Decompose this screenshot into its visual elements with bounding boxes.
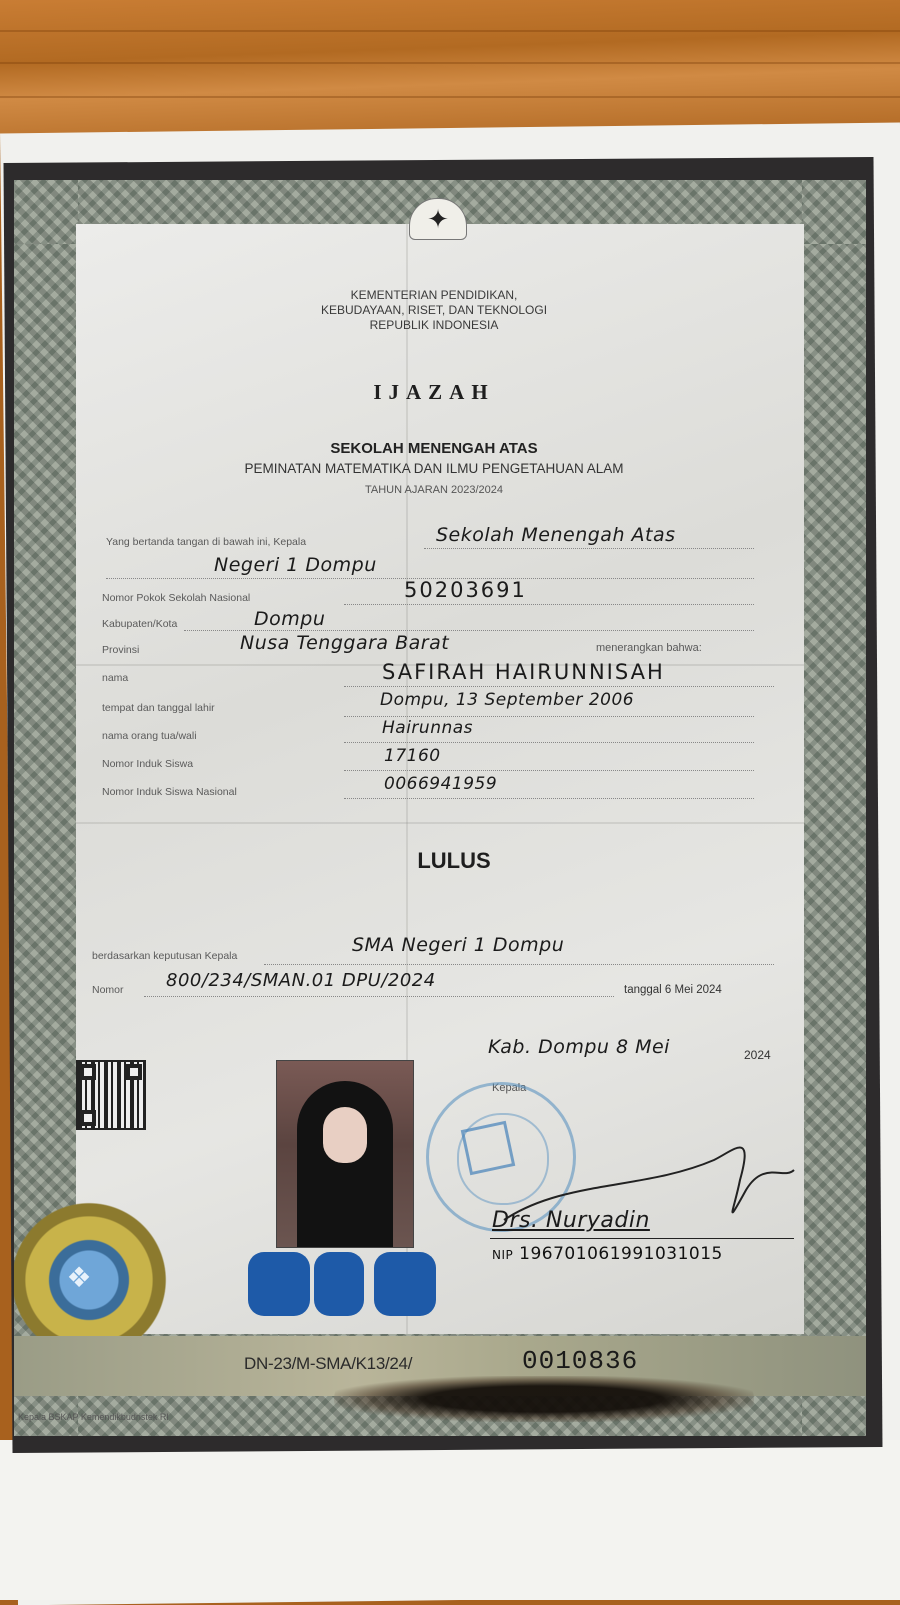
serial-number: 0010836	[522, 1346, 639, 1376]
paper-crease	[76, 822, 804, 824]
dotted-line	[344, 716, 754, 717]
dotted-line	[344, 798, 754, 799]
dotted-line	[344, 742, 754, 743]
signature-place-date: Kab. Dompu 8 Mei	[488, 1036, 670, 1058]
school-name-line2: Negeri 1 Dompu	[214, 554, 377, 576]
signatory-name: Drs. Nuryadin	[492, 1208, 650, 1233]
qr-code	[76, 1060, 146, 1130]
berdasarkan-label: berdasarkan keputusan Kepala	[92, 950, 238, 962]
document-title: IJAZAH	[373, 380, 495, 404]
tanggal-label: tanggal 6 Mei 2024	[624, 984, 722, 996]
ministry-line: KEBUDAYAAN, RISET, DAN TEKNOLOGI	[320, 303, 548, 317]
intro-label: Yang bertanda tangan di bawah ini, Kepala	[106, 536, 307, 548]
tut-wuri-handayani-icon: ❖	[66, 1262, 92, 1293]
nisn-value: 0066941959	[384, 774, 498, 794]
dotted-line	[344, 604, 754, 605]
kabupaten-label: Kabupaten/Kota	[102, 618, 178, 630]
ortu-label: nama orang tua/wali	[102, 730, 197, 742]
dotted-line	[424, 548, 754, 549]
ink-smudge	[248, 1252, 310, 1316]
nisn-label: Nomor Induk Siswa Nasional	[102, 786, 237, 798]
ortu-value: Hairunnas	[382, 718, 474, 738]
nip-value: 196701061991031015	[519, 1244, 723, 1264]
nip	[492, 1244, 723, 1264]
nip-label: NIP	[492, 1248, 514, 1262]
dotted-line	[264, 964, 774, 965]
nis-value: 17160	[384, 746, 441, 766]
ministry-header	[214, 288, 654, 333]
nama-label: nama	[102, 672, 129, 684]
kepala-label: Kepala	[492, 1082, 527, 1094]
nama-value: SAFIRAH HAIRUNNISAH	[382, 660, 665, 684]
kabupaten-value: Dompu	[254, 608, 326, 630]
footer-text: Kepala BSKAP Kemendikbudristek RI	[18, 1412, 169, 1422]
provinsi-label: Provinsi	[102, 644, 140, 656]
school-name-line1: Sekolah Menengah Atas	[436, 524, 676, 546]
paper-sheet-bottom	[0, 1440, 900, 1600]
berdasarkan-value: SMA Negeri 1 Dompu	[352, 934, 565, 956]
npsn-label: Nomor Pokok Sekolah Nasional	[102, 592, 251, 604]
signature-year: 2024	[744, 1048, 771, 1062]
nomor-label: Nomor	[92, 984, 124, 996]
ink-smudge	[314, 1252, 364, 1316]
burn-mark	[334, 1376, 754, 1422]
garuda-emblem-icon: ✦	[409, 198, 467, 240]
dotted-line	[144, 996, 614, 997]
npsn-value: 50203691	[404, 578, 527, 602]
signature-line	[490, 1238, 794, 1239]
certificate	[14, 180, 866, 1436]
peminatan: PEMINATAN MATEMATIKA DAN ILMU PENGETAHUAN ALAM	[244, 461, 624, 476]
serial-prefix: DN-23/M-SMA/K13/24/	[244, 1354, 413, 1373]
ministry-line: KEMENTERIAN PENDIDIKAN,	[350, 288, 518, 302]
tahun-ajaran: TAHUN AJARAN 2023/2024	[365, 484, 503, 496]
nis-label: Nomor Induk Siswa	[102, 758, 194, 770]
ministry-line: REPUBLIK INDONESIA	[369, 318, 499, 332]
graduation-status: LULUS	[417, 848, 491, 873]
student-photo	[276, 1060, 414, 1248]
ttl-label: tempat dan tanggal lahir	[102, 702, 215, 714]
dotted-line	[344, 686, 774, 687]
provinsi-value: Nusa Tenggara Barat	[240, 632, 450, 654]
dotted-line	[184, 630, 754, 631]
ink-smudge	[374, 1252, 436, 1316]
ttl-value: Dompu, 13 September 2006	[380, 690, 635, 710]
menerangkan-label: menerangkan bahwa:	[596, 642, 702, 654]
school-type: SEKOLAH MENENGAH ATAS	[330, 440, 538, 457]
nomor-value: 800/234/SMAN.01 DPU/2024	[166, 970, 436, 991]
dotted-line	[344, 770, 754, 771]
